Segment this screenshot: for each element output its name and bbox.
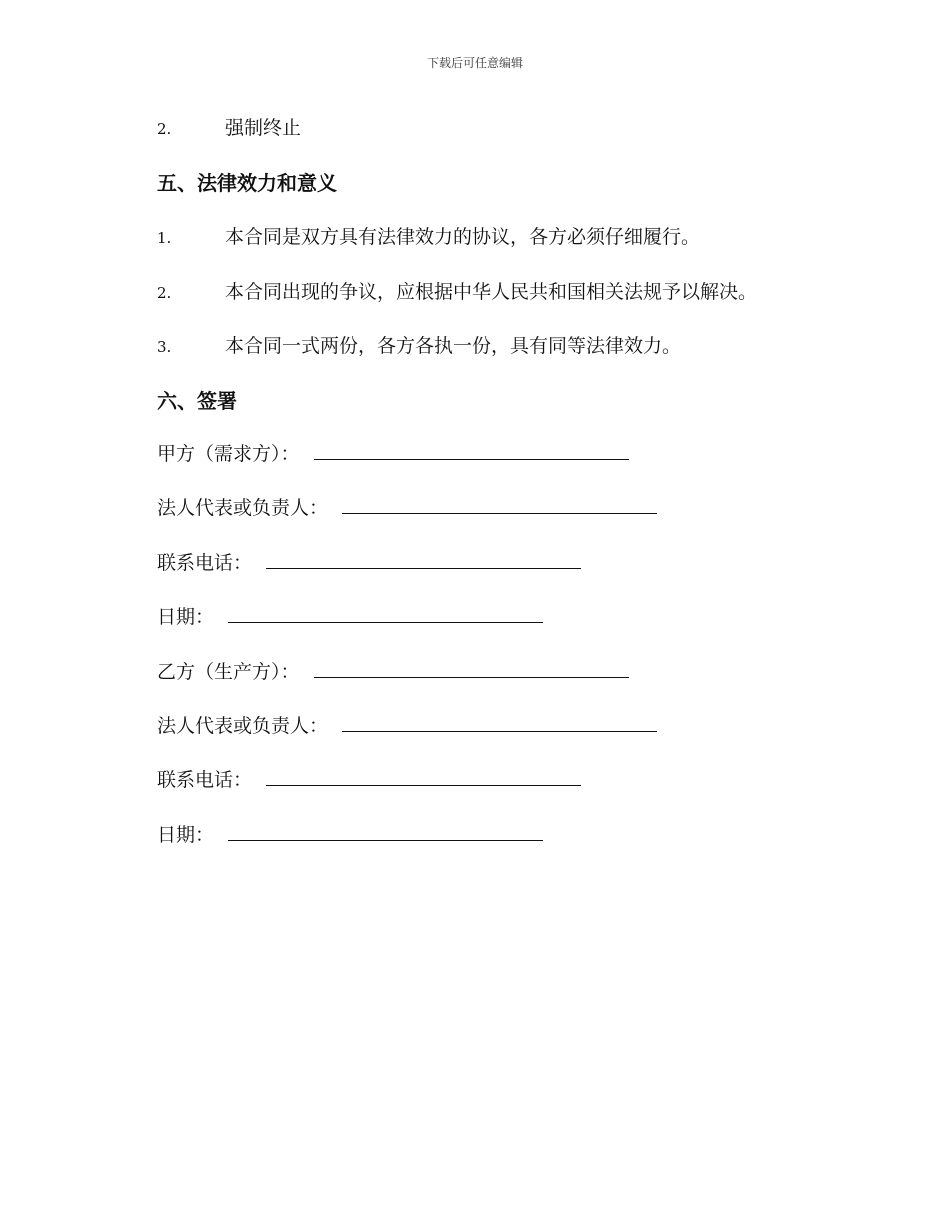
signature-field-party-a xyxy=(157,441,629,467)
section-heading-legal-effect: 五、法律效力和意义 xyxy=(157,171,337,195)
list-item-number: 3. xyxy=(157,338,172,356)
party-a-phone-blank-line[interactable] xyxy=(266,550,581,569)
field-label: 乙方（生产方）： xyxy=(157,661,300,683)
party-a-representative-blank-line[interactable] xyxy=(342,495,657,514)
field-label: 日期： xyxy=(157,606,215,628)
list-item-text: 本合同一式两份，各方各执一份，具有同等法律效力。 xyxy=(225,335,682,357)
signature-field-party-a-date xyxy=(157,604,543,630)
list-item-number: 2. xyxy=(157,120,172,138)
field-label: 联系电话： xyxy=(157,552,253,574)
signature-field-party-a-representative xyxy=(157,495,657,521)
list-item-text: 强制终止 xyxy=(225,117,302,139)
list-item-text: 本合同出现的争议，应根据中华人民共和国相关法规予以解决。 xyxy=(225,281,758,303)
signature-field-party-b-representative xyxy=(157,713,657,739)
section-heading-signature: 六、签署 xyxy=(157,389,237,413)
field-label: 法人代表或负责人： xyxy=(157,497,329,519)
signature-field-party-b-phone xyxy=(157,767,581,793)
list-item-number: 1. xyxy=(157,229,172,247)
party-b-blank-line[interactable] xyxy=(314,659,629,678)
page-header-note: 下载后可任意编辑 xyxy=(426,56,523,70)
field-label: 甲方（需求方）： xyxy=(157,443,300,465)
party-b-phone-blank-line[interactable] xyxy=(266,767,581,786)
party-b-representative-blank-line[interactable] xyxy=(342,713,657,732)
field-label: 法人代表或负责人： xyxy=(157,715,329,737)
list-item-text: 本合同是双方具有法律效力的协议，各方必须仔细履行。 xyxy=(225,226,701,248)
signature-field-party-b xyxy=(157,659,629,685)
signature-field-party-a-phone xyxy=(157,550,581,576)
list-item-number: 2. xyxy=(157,284,172,302)
field-label: 日期： xyxy=(157,824,215,846)
signature-field-party-b-date xyxy=(157,822,543,848)
field-label: 联系电话： xyxy=(157,769,253,791)
party-b-date-blank-line[interactable] xyxy=(228,822,543,841)
party-a-blank-line[interactable] xyxy=(314,441,629,460)
party-a-date-blank-line[interactable] xyxy=(228,604,543,623)
